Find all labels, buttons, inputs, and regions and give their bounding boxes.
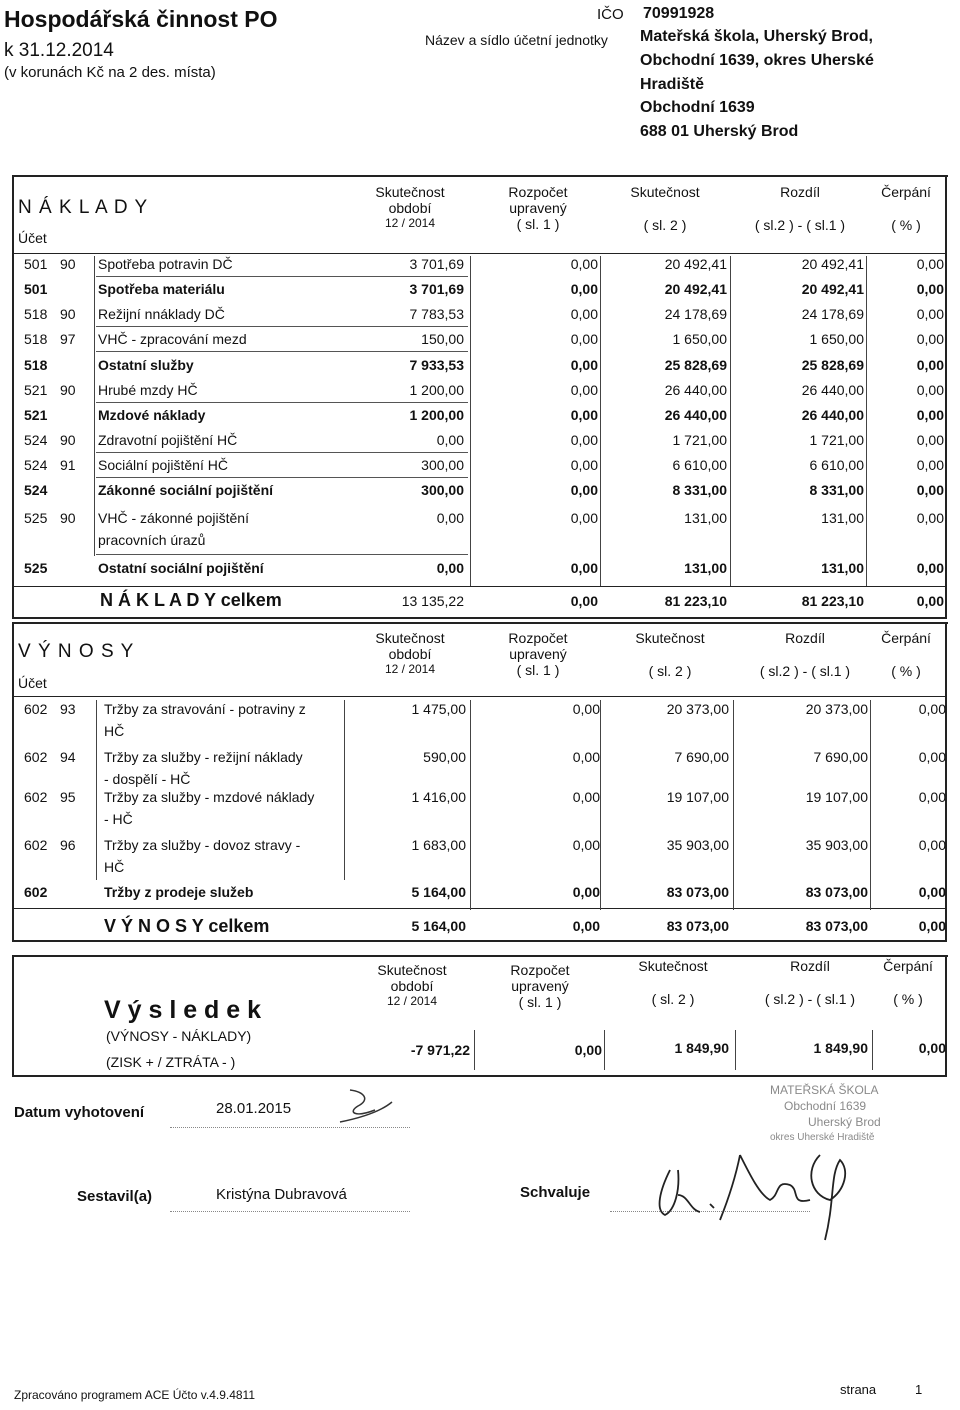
vys-col3-header-line1: Skutečnost xyxy=(638,958,708,974)
report-title: Hospodářská činnost PO xyxy=(4,6,278,32)
naklady-total-v1: 13 135,22 xyxy=(401,593,464,609)
naklady-row xyxy=(0,357,960,381)
naklady-row-name: VHČ - zpracování mezd xyxy=(98,331,247,347)
vynosy-sum-acc: 602 xyxy=(24,884,48,900)
naklady-row-v2: 0,00 xyxy=(570,357,598,373)
vynosy-row-v4: 19 107,00 xyxy=(805,789,868,805)
naklady-row-v5: 0,00 xyxy=(916,331,944,347)
vys-col3-header-line3: ( sl. 2 ) xyxy=(651,991,695,1007)
vysledek-v5: 0,00 xyxy=(918,1040,946,1056)
vynosy-row-v4: 20 373,00 xyxy=(805,701,868,717)
vynosy-total-v2: 0,00 xyxy=(572,918,600,934)
vynosy-total-label: V Ý N O S Y celkem xyxy=(104,916,270,936)
naklady-row-name: Ostatní sociální pojištění xyxy=(98,560,264,576)
stamp-line-4: okres Uherské Hradiště xyxy=(770,1132,875,1143)
naklady-row-name: Hrubé mzdy HČ xyxy=(98,382,198,398)
datum-label: Datum vyhotovení xyxy=(14,1104,145,1121)
vyn-col5-header-line3: ( % ) xyxy=(891,663,921,679)
signature-approver xyxy=(640,1140,870,1250)
col4-header-line1: Rozdíl xyxy=(780,184,820,200)
vysledek-v2: 0,00 xyxy=(574,1042,602,1058)
naklady-row-v3: 6 610,00 xyxy=(672,457,727,473)
vynosy-row xyxy=(0,837,960,875)
naklady-ucet-label: Účet xyxy=(18,230,47,246)
vynosy-row-acc: 602 xyxy=(24,789,48,805)
vynosy-row-name-line2: - HČ xyxy=(104,811,133,827)
vynosy-row-sub: 96 xyxy=(60,837,76,853)
vyn-col1-header-line3: 12 / 2014 xyxy=(384,662,436,676)
vyn-col3-header-line1: Skutečnost xyxy=(635,630,705,646)
naklady-row-v5: 0,00 xyxy=(916,482,944,498)
naklady-row-v4: 6 610,00 xyxy=(809,457,864,473)
vynosy-row xyxy=(0,701,960,739)
vynosy-row-name: Tržby za služby - režijní náklady xyxy=(104,749,303,765)
program-label: Zpracováno programem ACE Účto v.4.9.4811 xyxy=(14,1388,256,1402)
datum-value: 28.01.2015 xyxy=(216,1100,292,1117)
naklady-row-acc: 524 xyxy=(24,432,48,448)
vysledek-v4: 1 849,90 xyxy=(813,1040,868,1056)
naklady-row-sub: 90 xyxy=(60,256,76,272)
naklady-row-v2: 0,00 xyxy=(570,560,598,576)
vynosy-row-v3: 19 107,00 xyxy=(666,789,729,805)
vynosy-row-acc: 602 xyxy=(24,837,48,853)
naklady-row-v1: 1 200,00 xyxy=(409,407,464,423)
naklady-total-v4: 81 223,10 xyxy=(801,593,864,609)
col4-header-line3: ( sl.2 ) - ( sl.1 ) xyxy=(754,217,846,233)
naklady-total-v5: 0,00 xyxy=(916,593,944,609)
vynosy-row-v1: 590,00 xyxy=(423,749,466,765)
naklady-row-name: Sociální pojištění HČ xyxy=(98,457,228,473)
naklady-row-name: VHČ - zákonné pojištění xyxy=(98,510,249,526)
sestavil-label: Sestavil(a) xyxy=(77,1188,153,1205)
vynosy-sum-v3: 83 073,00 xyxy=(666,884,729,900)
naklady-row-v4: 131,00 xyxy=(821,560,864,576)
vyn-col4-header-line1: Rozdíl xyxy=(785,630,825,646)
naklady-row-v3: 131,00 xyxy=(684,510,727,526)
naklady-row-acc: 525 xyxy=(24,510,48,526)
vys-col1-header-line1: Skutečnost xyxy=(377,962,447,978)
vynosy-row xyxy=(0,789,960,827)
naklady-row xyxy=(0,482,960,506)
naklady-row-name: Spotřeba materiálu xyxy=(98,281,225,297)
naklady-row-v1: 300,00 xyxy=(421,457,464,473)
naklady-row-v3: 26 440,00 xyxy=(664,407,727,423)
vynosy-total-v4: 83 073,00 xyxy=(805,918,868,934)
naklady-row-acc: 518 xyxy=(24,357,48,373)
vynosy-row-v2: 0,00 xyxy=(572,789,600,805)
vynosy-sum-row xyxy=(0,884,960,908)
vys-col2-header-line3: ( sl. 1 ) xyxy=(518,994,562,1010)
vynosy-row-v3: 20 373,00 xyxy=(666,701,729,717)
naklady-row-v5: 0,00 xyxy=(916,457,944,473)
vyn-col1-header-line2: období xyxy=(388,646,432,662)
naklady-row-v3: 1 721,00 xyxy=(672,432,727,448)
schvaluje-label: Schvaluje xyxy=(520,1184,591,1201)
naklady-row-sub: 90 xyxy=(60,510,76,526)
vynosy-row-v5: 0,00 xyxy=(918,749,946,765)
naklady-row-v1: 150,00 xyxy=(421,331,464,347)
naklady-row-acc: 525 xyxy=(24,560,48,576)
naklady-row-v3: 8 331,00 xyxy=(672,482,727,498)
signature-small xyxy=(330,1082,400,1132)
naklady-row-v5: 0,00 xyxy=(916,306,944,322)
vysledek-v3: 1 849,90 xyxy=(674,1040,729,1056)
strana-value: 1 xyxy=(915,1382,923,1397)
col1-header-line3: 12 / 2014 xyxy=(384,216,436,230)
naklady-row-v1: 3 701,69 xyxy=(409,256,464,272)
entity-line-5: 688 01 Uherský Brod xyxy=(640,123,799,140)
vynosy-row-v5: 0,00 xyxy=(918,789,946,805)
naklady-row-v3: 24 178,69 xyxy=(664,306,727,322)
vys-col1-header-line3: 12 / 2014 xyxy=(386,994,438,1008)
vysledek-title: V ý s l e d e k xyxy=(104,996,262,1024)
naklady-row-sub: 97 xyxy=(60,331,76,347)
naklady-row-v2: 0,00 xyxy=(570,510,598,526)
vyn-col5-header-line1: Čerpání xyxy=(881,630,931,646)
naklady-row-acc: 524 xyxy=(24,457,48,473)
naklady-row-v4: 25 828,69 xyxy=(801,357,864,373)
vynosy-row-name-line2: - dospělí - HČ xyxy=(104,771,191,787)
naklady-row-v3: 26 440,00 xyxy=(664,382,727,398)
naklady-row-name: Zdravotní pojištění HČ xyxy=(98,432,238,448)
naklady-title: N Á K L A D Y xyxy=(18,197,149,218)
naklady-row-v2: 0,00 xyxy=(570,331,598,347)
naklady-row-name-line2: pracovních úrazů xyxy=(98,532,206,548)
naklady-row-v2: 0,00 xyxy=(570,457,598,473)
naklady-row-v1: 0,00 xyxy=(436,560,464,576)
vynosy-row-v3: 7 690,00 xyxy=(674,749,729,765)
col2-header-line2: upravený xyxy=(509,200,567,216)
naklady-row-v4: 26 440,00 xyxy=(801,407,864,423)
vynosy-row-acc: 602 xyxy=(24,701,48,717)
naklady-row-v4: 1 650,00 xyxy=(809,331,864,347)
vynosy-row-name-line2: HČ xyxy=(104,859,125,875)
vynosy-row-v4: 7 690,00 xyxy=(813,749,868,765)
vynosy-title: V Ý N O S Y xyxy=(18,641,135,662)
naklady-row-v2: 0,00 xyxy=(570,482,598,498)
col5-header-line3: ( % ) xyxy=(891,217,921,233)
naklady-row-v4: 20 492,41 xyxy=(801,256,864,272)
vynosy-row-v2: 0,00 xyxy=(572,837,600,853)
naklady-row-sub: 90 xyxy=(60,382,76,398)
naklady-row-v1: 300,00 xyxy=(421,482,464,498)
stamp xyxy=(770,1082,960,1146)
vys-col4-header-line3: ( sl.2 ) - ( sl.1 ) xyxy=(764,991,856,1007)
naklady-row-sub: 91 xyxy=(60,457,76,473)
stamp-line-2: Obchodní 1639 xyxy=(784,1099,867,1113)
vynosy-total-v1: 5 164,00 xyxy=(411,918,466,934)
vyn-col4-header-line3: ( sl.2 ) - ( sl.1 ) xyxy=(759,663,851,679)
col1-header-line2: období xyxy=(388,200,432,216)
vysledek-sub2: (ZISK + / ZTRÁTA - ) xyxy=(106,1054,236,1070)
entity-line-2: Obchodní 1639, okres Uherské xyxy=(640,52,874,69)
vynosy-row-v4: 35 903,00 xyxy=(805,837,868,853)
vys-col2-header-line2: upravený xyxy=(511,978,569,994)
col2-header-line3: ( sl. 1 ) xyxy=(516,216,560,232)
vynosy-row-v3: 35 903,00 xyxy=(666,837,729,853)
naklady-row-v4: 8 331,00 xyxy=(809,482,864,498)
naklady-row-v4: 20 492,41 xyxy=(801,281,864,297)
naklady-row-v5: 0,00 xyxy=(916,510,944,526)
vyn-col1-header-line1: Skutečnost xyxy=(375,630,445,646)
naklady-row-v2: 0,00 xyxy=(570,256,598,272)
naklady-row-v4: 26 440,00 xyxy=(801,382,864,398)
naklady-row-name: Zákonné sociální pojištění xyxy=(98,482,274,498)
col3-header-line1: Skutečnost xyxy=(630,184,700,200)
ico-value: 70991928 xyxy=(643,5,715,22)
entity-label: Název a sídlo účetní jednotky xyxy=(425,32,608,48)
naklady-row-v2: 0,00 xyxy=(570,432,598,448)
vys-col2-header-line1: Rozpočet xyxy=(510,962,570,978)
stamp-line-3: Uherský Brod xyxy=(808,1115,881,1129)
naklady-row-acc: 521 xyxy=(24,407,48,423)
sestavil-value: Kristýna Dubravová xyxy=(216,1186,347,1203)
naklady-row-v3: 20 492,41 xyxy=(664,281,727,297)
vynosy-row-name: Tržby za služby - dovoz stravy - xyxy=(104,837,301,853)
vynosy-row-acc: 602 xyxy=(24,749,48,765)
naklady-row-sub: 90 xyxy=(60,432,76,448)
naklady-row-acc: 518 xyxy=(24,306,48,322)
naklady-total-label: N Á K L A D Y celkem xyxy=(100,590,282,610)
vynosy-row-v1: 1 475,00 xyxy=(411,701,466,717)
naklady-row-v2: 0,00 xyxy=(570,281,598,297)
naklady-row-v1: 1 200,00 xyxy=(409,382,464,398)
naklady-row-sub: 90 xyxy=(60,306,76,322)
naklady-row-v5: 0,00 xyxy=(916,281,944,297)
vysledek-sub1: (VÝNOSY - NÁKLADY) xyxy=(106,1028,252,1044)
naklady-row-acc: 521 xyxy=(24,382,48,398)
naklady-row-v1: 7 783,53 xyxy=(409,306,464,322)
vynosy-row-v1: 1 683,00 xyxy=(411,837,466,853)
vys-col5-header-line1: Čerpání xyxy=(883,958,933,974)
vynosy-row-sub: 93 xyxy=(60,701,76,717)
report-units: (v korunách Kč na 2 des. místa) xyxy=(4,64,216,81)
naklady-row-acc: 524 xyxy=(24,482,48,498)
vynosy-sum-name: Tržby z prodeje služeb xyxy=(104,884,254,900)
naklady-row-v3: 1 650,00 xyxy=(672,331,727,347)
naklady-row-v3: 131,00 xyxy=(684,560,727,576)
ico-label: IČO xyxy=(597,6,624,23)
naklady-row-name: Režijní nnáklady DČ xyxy=(98,306,225,322)
vynosy-row-name-line2: HČ xyxy=(104,723,125,739)
naklady-total-v2: 0,00 xyxy=(570,593,598,609)
report-date: k 31.12.2014 xyxy=(4,40,114,61)
vynosy-row-v2: 0,00 xyxy=(572,701,600,717)
naklady-row-v4: 24 178,69 xyxy=(801,306,864,322)
vys-col5-header-line3: ( % ) xyxy=(893,991,923,1007)
vysledek-v1: -7 971,22 xyxy=(410,1042,470,1058)
naklady-row-acc: 501 xyxy=(24,281,48,297)
naklady-row-v1: 7 933,53 xyxy=(409,357,464,373)
vynosy-sum-v1: 5 164,00 xyxy=(411,884,466,900)
naklady-row-v5: 0,00 xyxy=(916,432,944,448)
naklady-row-acc: 501 xyxy=(24,256,48,272)
naklady-row-v2: 0,00 xyxy=(570,407,598,423)
vynosy-row-v5: 0,00 xyxy=(918,837,946,853)
vynosy-sum-v2: 0,00 xyxy=(572,884,600,900)
vynosy-ucet-label: Účet xyxy=(18,675,47,691)
naklady-row xyxy=(0,510,960,548)
naklady-row-v5: 0,00 xyxy=(916,256,944,272)
col5-header-line1: Čerpání xyxy=(881,184,931,200)
stamp-line-1: MATEŘSKÁ ŠKOLA xyxy=(770,1083,879,1097)
naklady-row-v5: 0,00 xyxy=(916,382,944,398)
naklady-row-v5: 0,00 xyxy=(916,357,944,373)
vys-col4-header-line1: Rozdíl xyxy=(790,958,830,974)
vynosy-row-v5: 0,00 xyxy=(918,701,946,717)
vynosy-row-v2: 0,00 xyxy=(572,749,600,765)
vynosy-row-name: Tržby za služby - mzdové náklady xyxy=(104,789,315,805)
vynosy-row-v1: 1 416,00 xyxy=(411,789,466,805)
naklady-row-v3: 25 828,69 xyxy=(664,357,727,373)
entity-line-4: Obchodní 1639 xyxy=(640,99,755,116)
naklady-row-acc: 518 xyxy=(24,331,48,347)
naklady-row-v4: 131,00 xyxy=(821,510,864,526)
naklady-row-v1: 3 701,69 xyxy=(409,281,464,297)
vynosy-row-sub: 95 xyxy=(60,789,76,805)
naklady-row-name: Mzdové náklady xyxy=(98,407,206,423)
vynosy-sum-v4: 83 073,00 xyxy=(805,884,868,900)
col3-header-line3: ( sl. 2 ) xyxy=(643,217,687,233)
vynosy-total-v5: 0,00 xyxy=(918,918,946,934)
naklady-row xyxy=(0,281,960,305)
naklady-row xyxy=(0,560,960,584)
naklady-row-v4: 1 721,00 xyxy=(809,432,864,448)
entity-line-3: Hradiště xyxy=(640,76,705,93)
vynosy-sum-v5: 0,00 xyxy=(918,884,946,900)
naklady-row-v1: 0,00 xyxy=(436,432,464,448)
naklady-row-v5: 0,00 xyxy=(916,407,944,423)
vynosy-row-name: Tržby za stravování - potraviny z xyxy=(104,701,306,717)
naklady-row-name: Ostatní služby xyxy=(98,357,194,373)
naklady-row xyxy=(0,407,960,431)
vyn-col2-header-line3: ( sl. 1 ) xyxy=(516,662,560,678)
naklady-row-v3: 20 492,41 xyxy=(664,256,727,272)
naklady-row-name: Spotřeba potravin DČ xyxy=(98,256,233,272)
col2-header-line1: Rozpočet xyxy=(508,184,568,200)
vynosy-total-v3: 83 073,00 xyxy=(666,918,729,934)
vys-col1-header-line2: období xyxy=(390,978,434,994)
vyn-col3-header-line3: ( sl. 2 ) xyxy=(648,663,692,679)
vynosy-row-sub: 94 xyxy=(60,749,76,765)
entity-line-1: Mateřská škola, Uherský Brod, xyxy=(640,28,873,45)
naklady-row-v2: 0,00 xyxy=(570,382,598,398)
naklady-row-v5: 0,00 xyxy=(916,560,944,576)
vyn-col2-header-line1: Rozpočet xyxy=(508,630,568,646)
vyn-col2-header-line2: upravený xyxy=(509,646,567,662)
col1-header-line1: Skutečnost xyxy=(375,184,445,200)
naklady-row-v2: 0,00 xyxy=(570,306,598,322)
vynosy-row xyxy=(0,749,960,787)
naklady-total-v3: 81 223,10 xyxy=(664,593,727,609)
naklady-row-v1: 0,00 xyxy=(436,510,464,526)
strana-label: strana xyxy=(840,1382,877,1397)
